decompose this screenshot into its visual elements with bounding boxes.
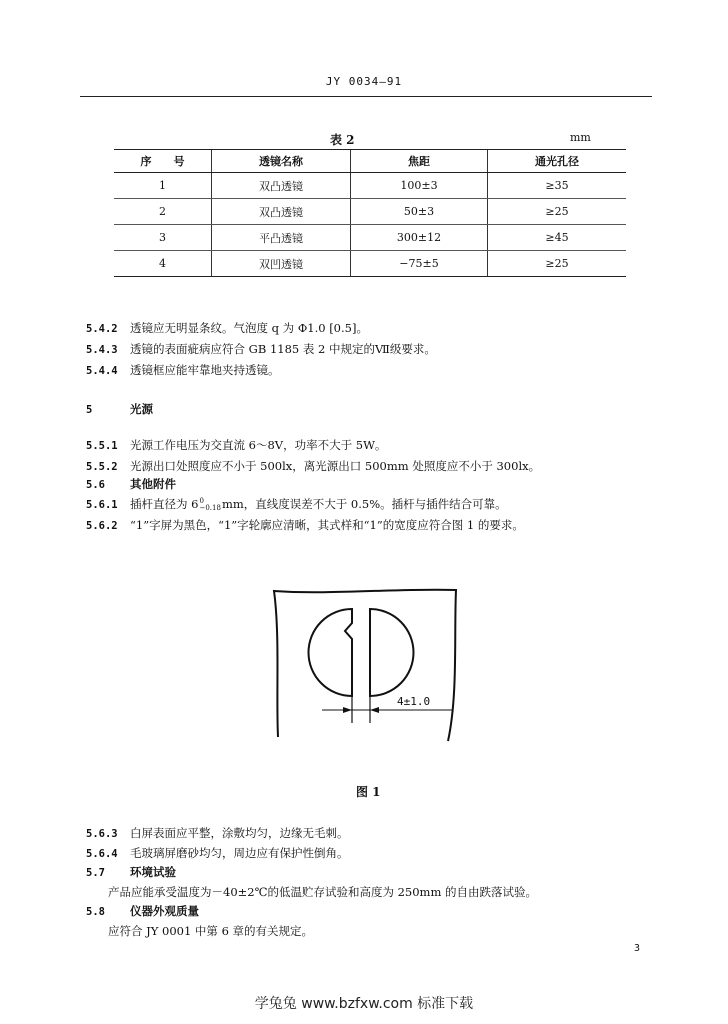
lens-table (114, 149, 626, 277)
section-heading-accessories (86, 476, 176, 492)
section-title: 光源 (130, 402, 153, 416)
section-number: 5.7 (86, 867, 105, 879)
clause-text: 透镜框应能牢靠地夹持透镜。 (130, 363, 280, 377)
section-heading-appearance (86, 903, 199, 919)
clause-text: 透镜的表面疵病应符合 GB 1185 表 2 中规定的Ⅶ级要求。 (130, 342, 436, 356)
table-row (114, 251, 626, 277)
clause-5-6-4 (86, 845, 349, 861)
cell-lens-name: 平凸透镜 (212, 225, 351, 251)
section-number: 5.6 (86, 479, 105, 491)
clause-number: 5.4.2 (86, 323, 118, 335)
digit-one-right-half (370, 609, 414, 696)
table-caption: 表 2 (330, 133, 355, 147)
cell-lens-name: 双凸透镜 (212, 199, 351, 225)
cell-no: 1 (114, 173, 212, 199)
clause-text: 光源工作电压为交直流 6～8V，功率不大于 5W。 (130, 438, 387, 452)
document-code-header: JY 0034—91 (325, 75, 403, 88)
col-header-focal-length: 焦距 (351, 150, 488, 173)
clause-5-5-2 (86, 458, 540, 474)
table-row (114, 225, 626, 251)
section-title: 环境试验 (130, 865, 176, 879)
clause-number: 5.6.2 (86, 520, 118, 532)
cell-focal-length: 300±12 (351, 225, 488, 251)
figure-1-diagram (270, 585, 460, 745)
table-row (114, 199, 626, 225)
section-title: 其他附件 (130, 477, 176, 491)
section-number: 5.8 (86, 906, 105, 918)
section-text-appearance: 应符合 JY 0001 中第 6 章的有关规定。 (108, 924, 314, 938)
col-header-aperture: 通光孔径 (488, 150, 627, 173)
cell-focal-length: 100±3 (351, 173, 488, 199)
clause-number: 5.5.1 (86, 440, 118, 452)
figure-caption: 图 1 (356, 785, 381, 799)
clause-number: 5.4.4 (86, 365, 118, 377)
section-heading-light-source (86, 401, 153, 417)
table-row (114, 173, 626, 199)
cell-lens-name: 双凹透镜 (212, 251, 351, 277)
page-number: 3 (634, 943, 641, 954)
tolerance-upper: 0 (199, 497, 204, 505)
col-header-no: 序 号 (114, 150, 212, 173)
tolerance-lower: −0.18 (199, 504, 221, 512)
cell-no: 2 (114, 199, 212, 225)
clause-5-4-4 (86, 362, 280, 378)
clause-text: 白屏表面应平整，涂敷均匀，边缘无毛刺。 (130, 826, 349, 840)
dimension-arrow-left (343, 707, 352, 713)
dimension-arrow-right (370, 707, 379, 713)
clause-number: 5.6.1 (86, 499, 118, 511)
clause-number: 5.6.4 (86, 848, 118, 860)
screen-frame (274, 590, 456, 741)
clause-text: 插杆直径为 6 (130, 497, 199, 511)
clause-5-4-3 (86, 341, 436, 357)
table-unit: mm (570, 131, 591, 144)
cell-aperture: ≥35 (488, 173, 627, 199)
section-heading-environment-test (86, 864, 176, 880)
clause-5-4-2 (86, 320, 368, 336)
clause-5-6-1 (86, 496, 507, 512)
cell-focal-length: 50±3 (351, 199, 488, 225)
cell-focal-length: −75±5 (351, 251, 488, 277)
header-rule (80, 96, 652, 97)
site-footer: 学兔兔 www.bzfxw.com 标准下载 (254, 996, 474, 1012)
cell-aperture: ≥45 (488, 225, 627, 251)
clause-text: mm，直线度误差不大于 0.5%。插杆与插件结合可靠。 (221, 497, 507, 511)
cell-no: 3 (114, 225, 212, 251)
cell-aperture: ≥25 (488, 199, 627, 225)
cell-aperture: ≥25 (488, 251, 627, 277)
clause-text: 光源出口处照度应不小于 500lx，离光源出口 500mm 处照度应不小于 300lx。 (130, 459, 541, 473)
section-number: 5 (86, 404, 93, 416)
tolerance (199, 498, 220, 512)
clause-text: 毛玻璃屏磨砂均匀，周边应有保护性倒角。 (130, 846, 349, 860)
clause-text: 透镜应无明显条纹。气泡度 q 为 Φ1.0 [0.5]。 (130, 321, 368, 335)
table-header-row (114, 150, 626, 173)
clause-5-5-1 (86, 437, 386, 453)
clause-number: 5.6.3 (86, 828, 118, 840)
cell-lens-name: 双凸透镜 (212, 173, 351, 199)
col-header-lens-name: 透镜名称 (212, 150, 351, 173)
section-title: 仪器外观质量 (130, 904, 199, 918)
section-text-environment-test: 产品应能承受温度为－40±2℃的低温贮存试验和高度为 250mm 的自由跌落试验。 (108, 885, 538, 899)
clause-text: “1”字屏为黑色，“1”字轮廓应清晰，其式样和“1”的宽度应符合图 1 的要求。 (130, 518, 524, 532)
cell-no: 4 (114, 251, 212, 277)
clause-number: 5.5.2 (86, 461, 118, 473)
clause-5-6-2 (86, 517, 524, 533)
dimension-label: 4±1.0 (397, 695, 431, 708)
digit-one-left-half (309, 609, 353, 696)
clause-number: 5.4.3 (86, 344, 118, 356)
clause-5-6-3 (86, 825, 349, 841)
